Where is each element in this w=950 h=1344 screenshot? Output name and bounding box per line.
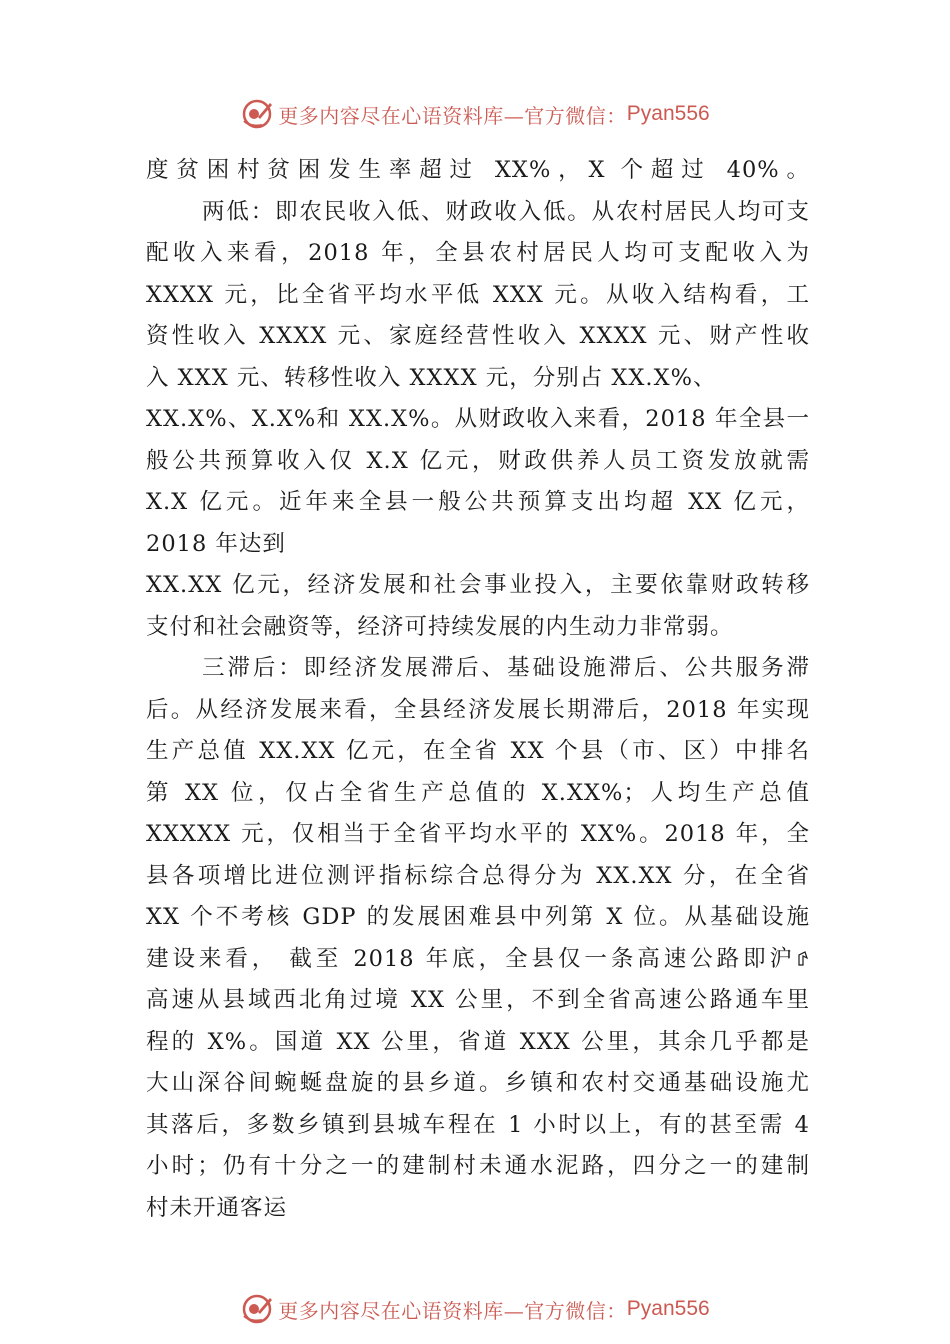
text-line-6: 入 XXX 元、转移性收入 XXXX 元，分别占 XX.X%、 (146, 364, 717, 391)
text-line-22: 程的 X%。国道 XX 公里，省道 XXX 公里，其余几乎都是 (146, 1028, 810, 1055)
text-line-10: 2018 年达到 (146, 530, 286, 557)
text-line-7: XX.X%、X.X%和 XX.X%。从财政收入来看，2018 年全县一 (146, 406, 810, 432)
text-line-3: 配收入来看，2018 年，全县农村居民人均可支配收入为 (146, 240, 810, 266)
text-line-18: 县各项增比进位测评指标综合总得分为 XX.XX 分，在全省 (146, 862, 810, 889)
text-line-20-content: 建设来看， 截至 2018 年底，全县仅一条高速公路即沪 (146, 945, 796, 972)
pen-logo-icon (240, 1292, 274, 1326)
pen-logo-icon (240, 97, 274, 131)
text-line-8: 般公共预算收入仅 X.X 亿元，财政供养人员工资发放就需 (146, 447, 810, 474)
text-line-13: 三滞后：即经济发展滞后、基础设施滞后、公共服务滞 (202, 655, 810, 681)
text-line-12: 支付和社会融资等，经济可持续发展的内生动力非常弱。 (146, 613, 734, 640)
text-line-15: 生产总值 XX.XX 亿元，在全省 XX 个县（市、区）中排名 (146, 738, 810, 764)
text-line-5: 资性收入 XXXX 元、家庭经营性收入 XXXX 元、财产性收 (146, 323, 810, 349)
text-line-2: 两低：即农民收入低、财政收入低。从农村居民人均可支 (202, 198, 810, 225)
text-line-14: 后。从经济发展来看，全县经济发展长期滞后，2018 年实现 (146, 696, 810, 723)
header-banner-text: 更多内容尽在心语资料库—官方微信： (278, 103, 627, 128)
text-line-19: XX 个不考核 GDP 的发展困难县中列第 X 位。从基础设施 (146, 904, 810, 930)
text-line-24: 其落后，多数乡镇到县城车程在 1 小时以上，有的甚至需 4 (146, 1111, 810, 1138)
text-line-16: 第 XX 位，仅占全省生产总值的 X.XX%；人均生产总值 (146, 779, 810, 806)
footer-banner-handle: Pyan556 (626, 1297, 710, 1320)
text-line-25: 小时；仍有十分之一的建制村未通水泥路，四分之一的建制 (146, 1153, 810, 1179)
text-line-4: XXXX 元，比全省平均水平低 XXX 元。从收入结构看，工 (146, 281, 810, 308)
footer-banner (0, 1289, 950, 1329)
footer-banner-text: 更多内容尽在心语资料库—官方微信： (278, 1298, 627, 1323)
text-line-20 (146, 939, 810, 981)
text-line-21: 高速从县域西北角过境 XX 公里，不到全省高速公路通车里 (146, 987, 810, 1013)
text-line-17: XXXXX 元，仅相当于全省平均水平的 XX%。2018 年，全 (146, 821, 810, 847)
text-line-23: 大山深谷间蜿蜒盘旋的县乡道。乡镇和农村交通基础设施尤 (146, 1070, 810, 1096)
document-body (146, 150, 810, 1229)
header-banner (0, 94, 950, 134)
text-line-9: X.X 亿元。近年来全县一般公共预算支出均超 XX 亿元， (146, 489, 810, 515)
header-banner-handle: Pyan556 (626, 102, 710, 125)
text-line-11: XX.XX 亿元，经济发展和社会事业投入，主要依靠财政转移 (146, 572, 810, 598)
glyph-mark-icon (796, 950, 810, 968)
text-line-26: 村未开通客运 (146, 1194, 288, 1221)
text-line-1: 度贫困村贫困发生率超过 XX%，X 个超过 40%。 (146, 157, 810, 183)
